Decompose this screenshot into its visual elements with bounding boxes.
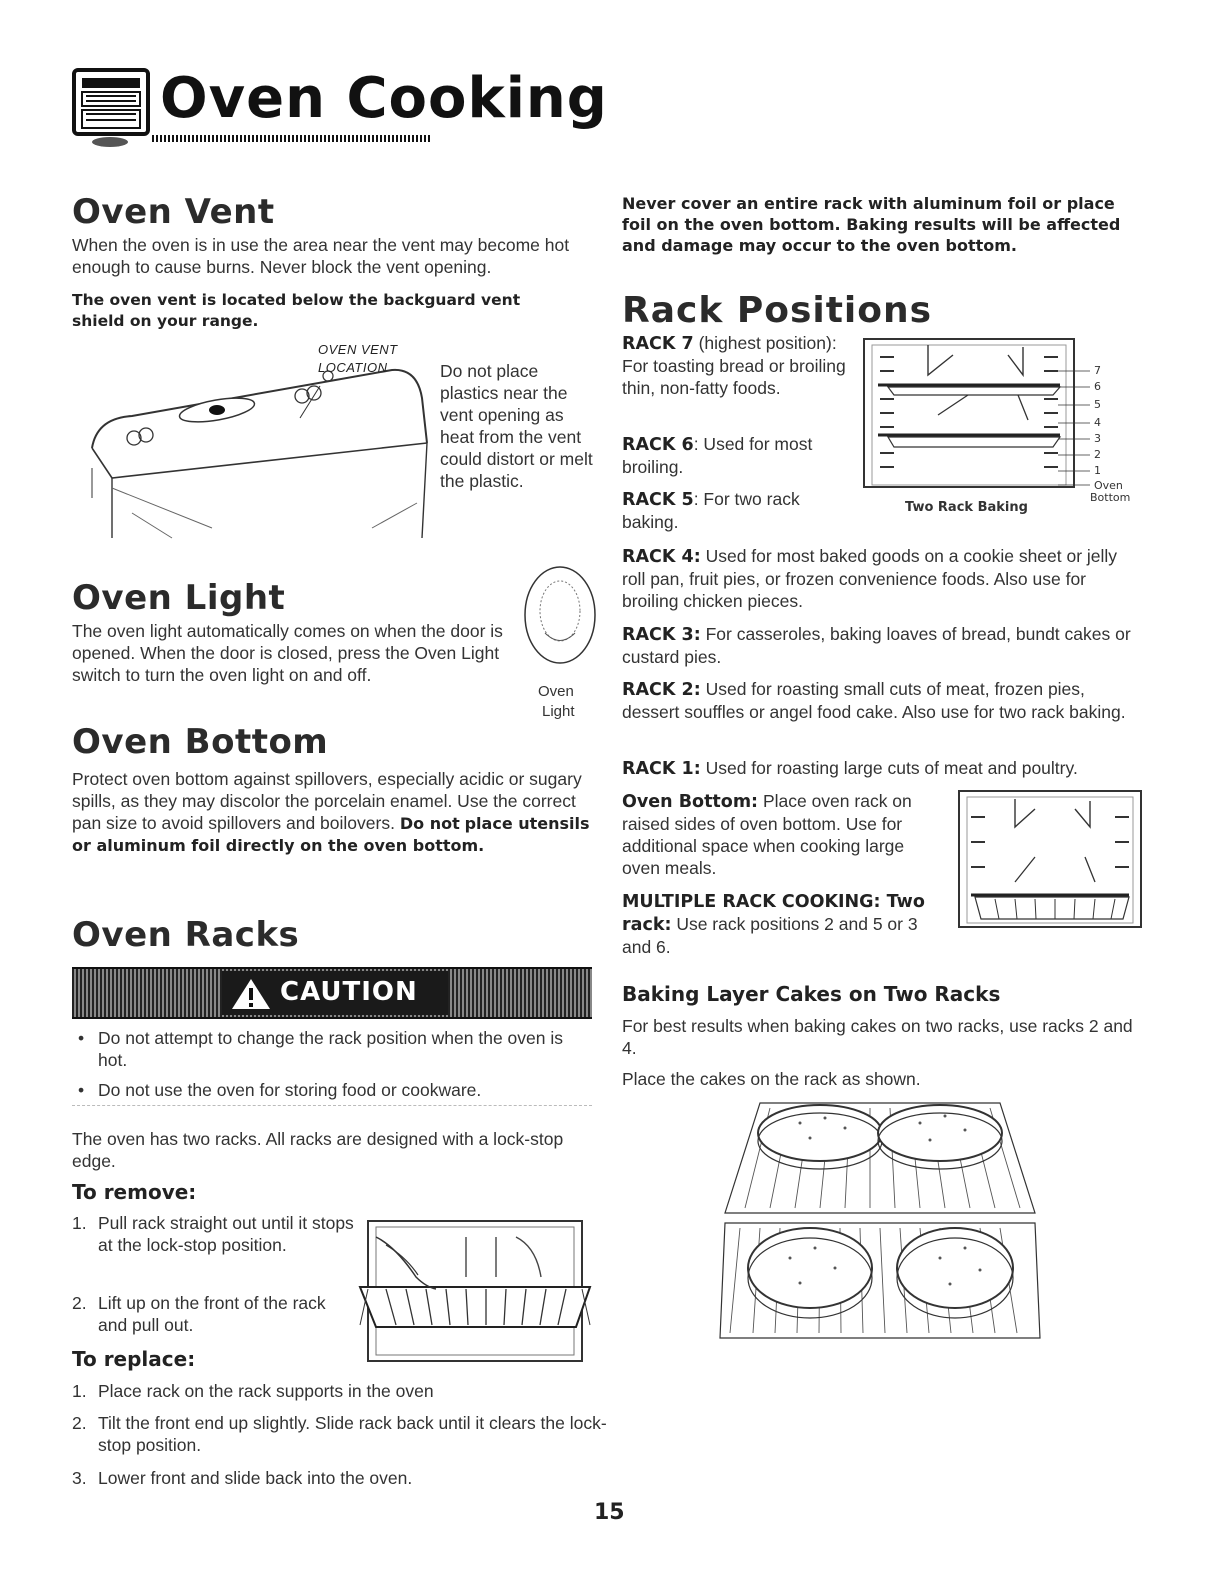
- rack6-label: RACK 6: [622, 435, 694, 455]
- page-number: 15: [594, 1500, 625, 1525]
- oven-vent-bold: The oven vent is located below the backguard vent shield on your range.: [72, 291, 521, 330]
- oven-vent-side-text: Do not place plastics near the vent opening as heat from the vent could distort or melt the plastic.: [440, 361, 593, 491]
- replace-step-text: Lower front and slide back into the oven.: [98, 1468, 413, 1488]
- caution-item-1: [78, 1027, 578, 1071]
- warning-triangle-icon: [230, 977, 272, 1016]
- rack2-text: Used for roasting small cuts of meat, frozen pies, dessert souffles or angel food cake. Also use for two rack baking.: [622, 679, 1126, 722]
- rack3-label: RACK 3:: [622, 625, 701, 645]
- to-replace-heading: To replace:: [72, 1347, 196, 1371]
- oven-light-text: The oven light automatically comes on when the door is opened. When the door is closed, press the Oven Light switch to turn the oven light on and off.: [72, 621, 503, 685]
- rack-bottom-label: Bottom: [1090, 491, 1131, 504]
- layer-cakes-text-2: Place the cakes on the rack as shown.: [622, 1069, 921, 1089]
- rack-num-3: 3: [1094, 432, 1101, 445]
- remove-step-text: Lift up on the front of the rack and pull out.: [98, 1293, 326, 1335]
- caution-label-box: [222, 971, 448, 1015]
- rack-num-6: 6: [1094, 380, 1101, 393]
- replace-step-3: [72, 1467, 618, 1489]
- multiple-rack-desc: [622, 890, 942, 958]
- oven-racks-text: The oven has two racks. All racks are designed with a lock-stop edge.: [72, 1129, 564, 1171]
- oven-light-caption-1: Oven: [538, 683, 574, 700]
- oven-bottom-diagram: [955, 787, 1145, 932]
- rack1-label: RACK 1:: [622, 759, 701, 779]
- oven-racks-heading: Oven Racks: [72, 915, 300, 955]
- rack7-label: RACK 7: [622, 334, 694, 354]
- rack-num-5: 5: [1094, 398, 1101, 411]
- oven-vent-heading: Oven Vent: [72, 192, 275, 232]
- replace-step-2: [72, 1412, 618, 1456]
- rack-positions-diagram: [858, 335, 1113, 495]
- layer-cakes-heading: Baking Layer Cakes on Two Racks: [622, 982, 1001, 1006]
- step-number: 3.: [72, 1468, 87, 1488]
- rack-remove-diagram: [356, 1217, 596, 1365]
- oven-vent-label-2: LOCATION: [318, 360, 388, 375]
- oven-bottom-heading: Oven Bottom: [72, 722, 329, 762]
- multiple-rack-text: Use rack positions 2 and 5 or 3 and 6.: [622, 914, 918, 957]
- oven-vent-text: When the oven is in use the area near the vent may become hot enough to cause burns. Never block the vent opening.: [72, 235, 570, 277]
- rack5-text: : For two rack baking.: [622, 489, 800, 532]
- oven-bottom-bold: place utensils or aluminum foil directly on the oven bottom.: [72, 814, 590, 855]
- rack6-desc: [622, 433, 847, 478]
- step-number: 2.: [72, 1413, 87, 1433]
- caution-box: [72, 1017, 592, 1106]
- oven-light-bulb-icon: [523, 563, 598, 668]
- remove-step-text: Pull rack straight out until it stops at the lock-stop position.: [98, 1213, 354, 1255]
- rack4-desc: [622, 545, 1142, 612]
- page-title: Oven Cooking: [160, 66, 608, 131]
- oven-light-caption-2: Light: [542, 703, 575, 720]
- rack5-desc: [622, 488, 847, 533]
- caution-item-2: [78, 1079, 578, 1101]
- rack-num-1: 1: [1094, 464, 1101, 477]
- foil-warning: Never cover an entire rack with aluminum foil or place foil on the oven bottom. Baking results will be affected and damage may occur to the oven bottom.: [622, 194, 1121, 255]
- oven-bottom-rack-desc: [622, 790, 942, 879]
- step-number: 1.: [72, 1213, 87, 1233]
- rack7-desc: [622, 332, 847, 399]
- rack-num-2: 2: [1094, 448, 1101, 461]
- rack-num-4: 4: [1094, 416, 1101, 429]
- rack3-desc: [622, 623, 1142, 668]
- oven-bottom-text-normal: Protect oven bottom against spillovers, especially acidic or sugary spills, as they may discolor the porcelain enamel. Use the correct pan size to avoid spillovers and boilovers.: [72, 769, 582, 833]
- bullet-icon: •: [78, 1080, 85, 1100]
- rack5-label: RACK 5: [622, 490, 694, 510]
- remove-step-2: [72, 1292, 358, 1336]
- rack1-desc: [622, 757, 1142, 780]
- caution-item-text: Do not use the oven for storing food or cookware.: [98, 1080, 482, 1100]
- layer-cakes-diagram: [715, 1098, 1045, 1343]
- caution-banner: [72, 967, 592, 1019]
- rack1-text: Used for roasting large cuts of meat and poultry.: [705, 758, 1078, 778]
- remove-step-1: [72, 1212, 358, 1256]
- rack6-text: : Used for most broiling.: [622, 434, 813, 477]
- rack4-text: Used for most baked goods on a cookie sheet or jelly roll pan, fruit pies, or frozen convenience foods. Also use for broiling chicken pieces.: [622, 546, 1118, 611]
- rack3-text: For casseroles, baking loaves of bread, bundt cakes or custard pies.: [622, 624, 1131, 667]
- caution-item-text: Do not attempt to change the rack position when the oven is hot.: [98, 1028, 564, 1070]
- header-oven-icon: [72, 68, 152, 150]
- title-underline: [152, 135, 432, 142]
- two-rack-baking-caption: Two Rack Baking: [905, 500, 1028, 515]
- oven-vent-label-1: OVEN VENT: [318, 342, 398, 357]
- rack-oven-label: Oven: [1094, 479, 1123, 492]
- rack4-label: RACK 4:: [622, 547, 701, 567]
- rack-num-7: 7: [1094, 364, 1101, 377]
- to-remove-heading: To remove:: [72, 1180, 197, 1204]
- bullet-icon: •: [78, 1028, 85, 1048]
- caution-label: CAUTION: [280, 977, 418, 1007]
- replace-step-1: [72, 1380, 618, 1402]
- oven-bottom-text: [72, 768, 592, 856]
- multiple-rack-label: MULTIPLE RACK COOKING: Two rack:: [622, 892, 925, 935]
- replace-step-text: Place rack on the rack supports in the oven: [98, 1381, 434, 1401]
- rack2-desc: [622, 678, 1142, 723]
- oven-bottom-rack-text: Place oven rack on raised sides of oven bottom. Use for additional space when cooking large oven meals.: [622, 791, 912, 878]
- step-number: 2.: [72, 1293, 87, 1313]
- step-number: 1.: [72, 1381, 87, 1401]
- rack2-label: RACK 2:: [622, 680, 701, 700]
- oven-light-heading: Oven Light: [72, 578, 286, 618]
- layer-cakes-text-1: For best results when baking cakes on two racks, use racks 2 and 4.: [622, 1016, 1133, 1058]
- rack7-text: (highest position): For toasting bread or broiling thin, non-fatty foods.: [622, 333, 846, 398]
- replace-step-text: Tilt the front end up slightly. Slide rack back until it clears the lock-stop position.: [98, 1413, 607, 1455]
- oven-bottom-bold-inline: Do not: [399, 814, 460, 833]
- oven-bottom-rack-label: Oven Bottom:: [622, 792, 759, 812]
- rack-positions-heading: Rack Positions: [622, 290, 933, 331]
